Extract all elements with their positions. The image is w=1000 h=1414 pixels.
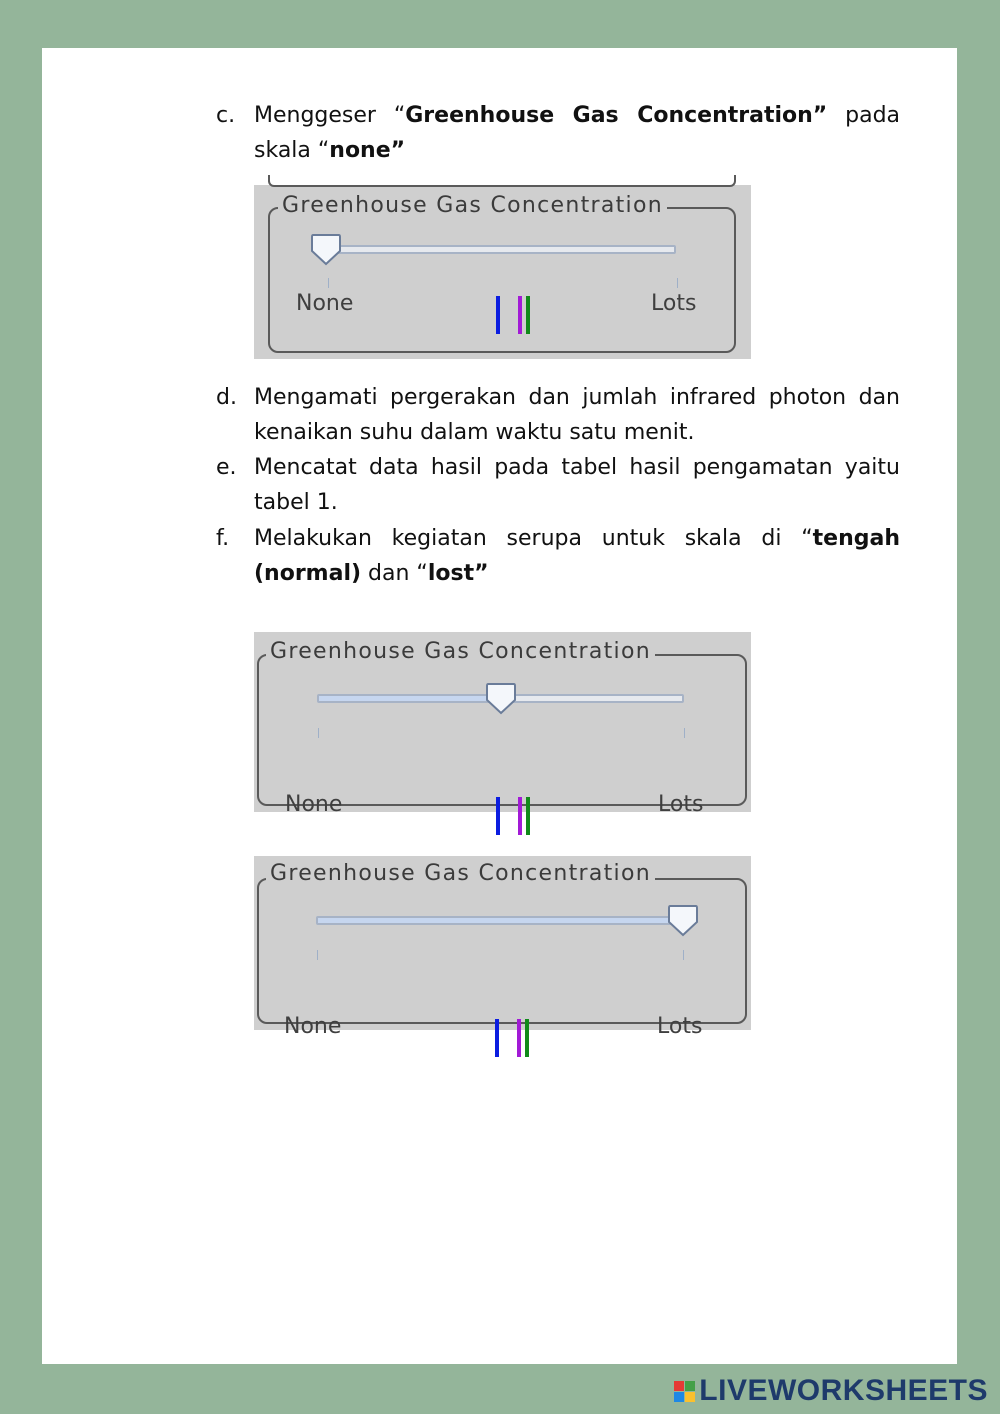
panel-frame <box>268 207 736 353</box>
slider-title: Greenhouse Gas Concentration <box>278 193 667 219</box>
tick-min <box>328 278 329 288</box>
step-c <box>216 98 900 168</box>
panel-frame-top-edge <box>268 175 736 187</box>
slider-panel-normal <box>254 632 751 817</box>
label-lots: Lots <box>651 291 697 316</box>
photon-bar-blue <box>495 1019 499 1057</box>
slider-track-fill <box>318 918 681 923</box>
tick-max <box>677 278 678 288</box>
step-marker: c. <box>216 103 236 128</box>
photon-bar-blue <box>496 296 500 334</box>
step-marker: e. <box>216 455 237 480</box>
slider-panel-lots <box>254 856 751 1039</box>
tick-min <box>318 728 319 738</box>
photon-bar-green <box>525 1019 529 1057</box>
step-text: Menggeser “Greenhouse Gas Concentration” pada skala “none” <box>254 103 901 163</box>
slider-thumb[interactable] <box>310 233 342 267</box>
slider-thumb[interactable] <box>667 904 699 938</box>
label-none: None <box>284 1014 342 1039</box>
brand-wordmark: LIVEWORKSHEETS <box>699 1374 988 1407</box>
label-lots: Lots <box>657 1014 703 1039</box>
tick-min <box>317 950 318 960</box>
step-text: Mengamati pergerakan dan jumlah infrared photon dan kenaikan suhu dalam waktu satu menit. <box>254 385 900 445</box>
photon-bar-purple <box>518 797 522 835</box>
step-text: Mencatat data hasil pada tabel hasil pengamatan yaitu tabel 1. <box>254 455 900 515</box>
slider-panel-none <box>254 185 751 359</box>
panel-frame <box>257 878 747 1024</box>
worksheet-page <box>42 48 957 1364</box>
photon-bar-green <box>526 797 530 835</box>
panel-frame <box>257 654 747 806</box>
photon-bar-blue <box>496 797 500 835</box>
slider-title: Greenhouse Gas Concentration <box>266 639 655 665</box>
liveworksheets-logo <box>674 1374 988 1408</box>
tick-max <box>684 728 685 738</box>
slider-track[interactable] <box>326 245 676 254</box>
step-marker: d. <box>216 385 237 410</box>
step-f <box>216 521 900 591</box>
step-e <box>216 450 900 520</box>
label-none: None <box>296 291 354 316</box>
slider-track-fill <box>319 696 501 701</box>
slider-thumb[interactable] <box>485 682 517 716</box>
logo-mark-icon <box>674 1381 695 1402</box>
slider-track[interactable] <box>316 916 683 925</box>
photon-bar-purple <box>517 1019 521 1057</box>
slider-title: Greenhouse Gas Concentration <box>266 861 655 887</box>
label-none: None <box>285 792 343 817</box>
photon-bar-purple <box>518 296 522 334</box>
step-marker: f. <box>216 526 230 551</box>
step-d <box>216 380 900 450</box>
tick-max <box>683 950 684 960</box>
photon-bar-green <box>526 296 530 334</box>
label-lots: Lots <box>658 792 704 817</box>
step-text: Melakukan kegiatan serupa untuk skala di “tengah (normal) dan “lost” <box>254 526 900 586</box>
